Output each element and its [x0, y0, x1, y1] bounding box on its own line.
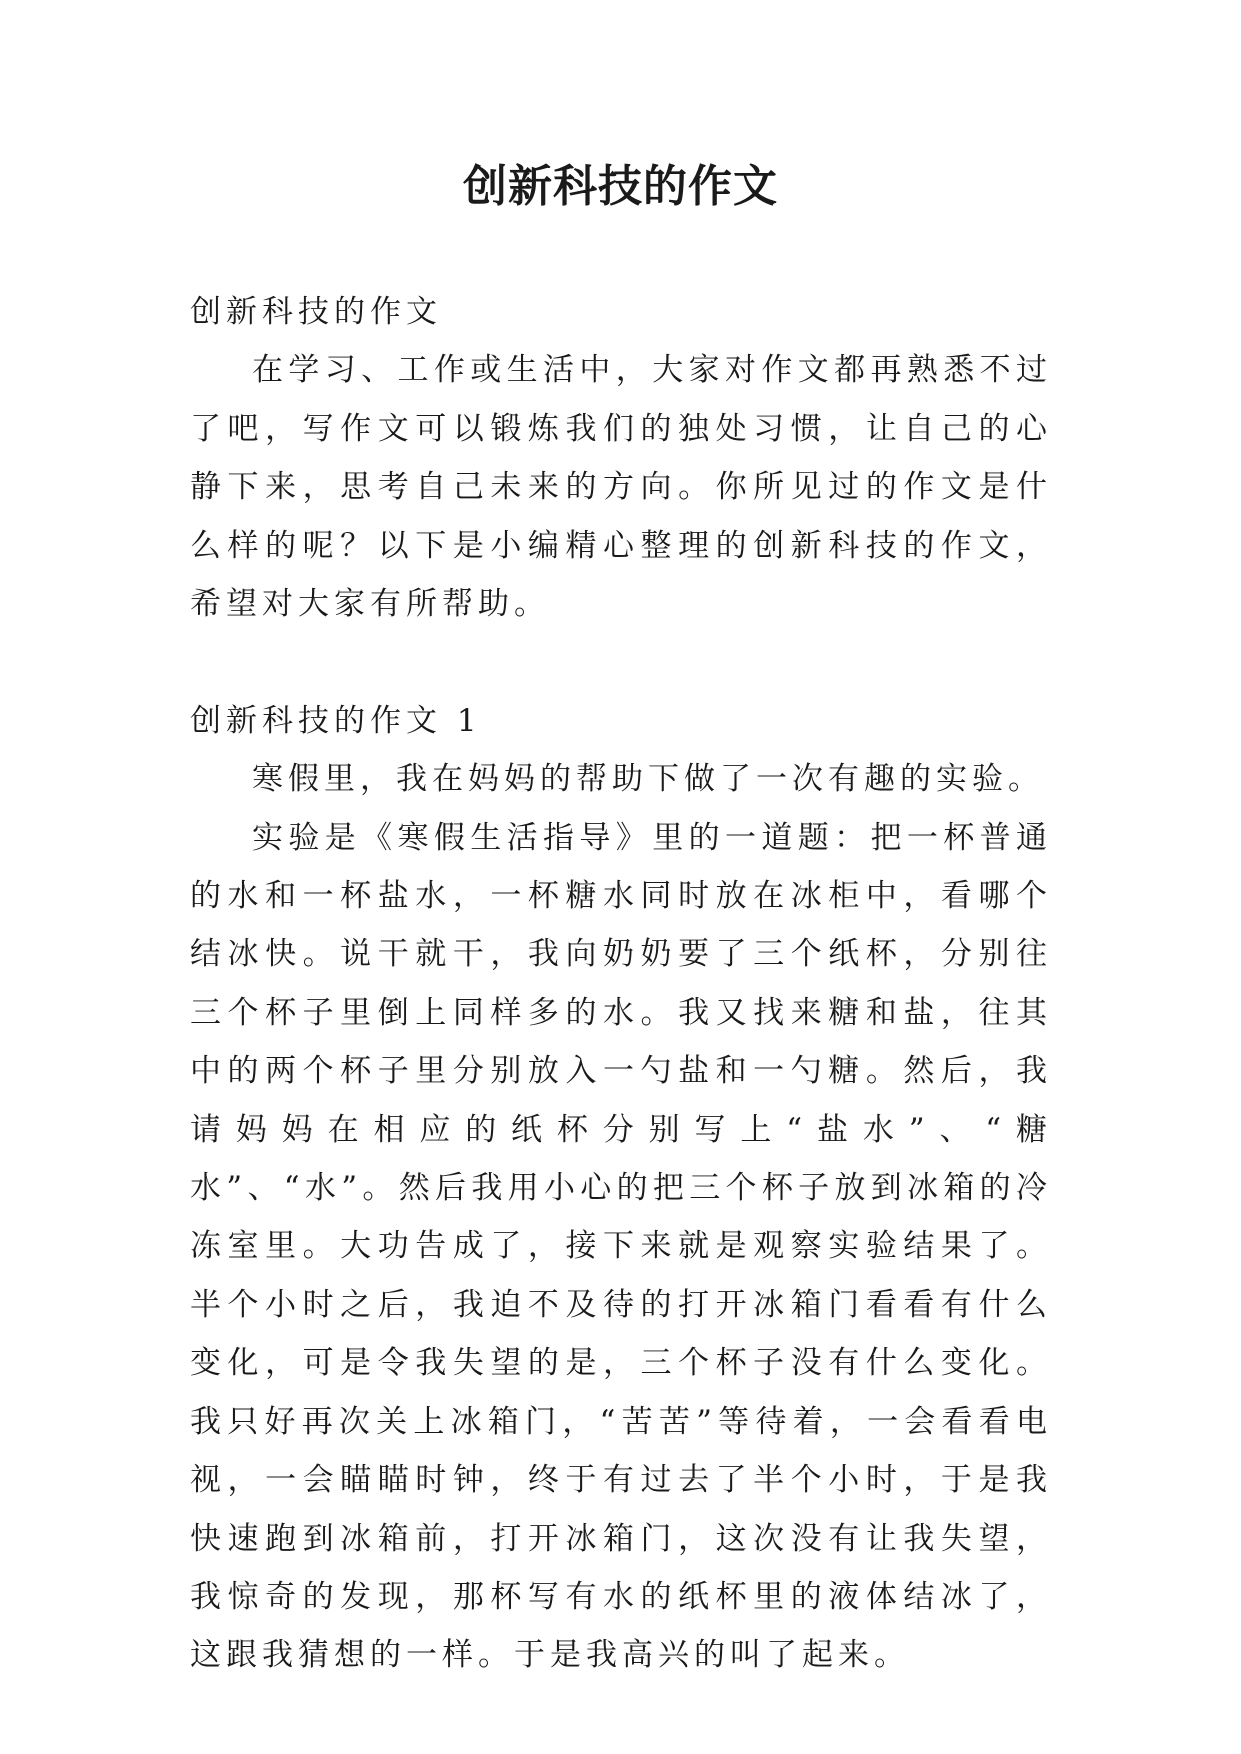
- intro-heading: 创新科技的作文: [190, 294, 442, 330]
- intro-paragraph: 在学习、工作或生活中，大家对作文都再熟悉不过了吧，写作文可以锻炼我们的独处习惯，让自己的心静下来，思考自己未来的方向。你所见过的作文是什么样的呢？以下是小编精心整理的创新科技的作文，希望对大家有所帮助。: [190, 352, 1052, 623]
- section-spacer: [190, 633, 1052, 691]
- essay1-heading: 创新科技的作文 1: [190, 702, 482, 739]
- document-body: [190, 283, 1052, 1685]
- essay1-paragraph-1: 寒假里，我在妈妈的帮助下做了一次有趣的实验。: [252, 761, 1044, 798]
- document-title: 创新科技的作文: [463, 161, 778, 212]
- essay1-paragraph-2: 实验是《寒假生活指导》里的一道题：把一杯普通的水和一杯盐水，一杯糖水同时放在冰柜中，看哪个结冰快。说干就干，我向奶奶要了三个纸杯，分别往三个杯子里倒上同样多的水。我又找来糖和盐，往其中的两个杯子里分别放入一勺盐和一勺糖。然后，我请妈妈在相应的纸杯分别写上“盐水”、“糖水”、“水”。然后我用小心的把三个杯子放到冰箱的冷冻室里。大功告成了，接下来就是观察实验结果了。半个小时之后，我迫不及待的打开冰箱门看看有什么变化，可是令我失望的是，三个杯子没有什么变化。我只好再次关上冰箱门，“苦苦”等待着，一会看看电视，一会瞄瞄时钟，终于有过去了半个小时，于是我快速跑到冰箱前，打开冰箱门，这次没有让我失望，我惊奇的发现，那杯写有水的纸杯里的液体结冰了，这跟我猜想的一样。于是我高兴的叫了起来。: [190, 819, 1052, 1674]
